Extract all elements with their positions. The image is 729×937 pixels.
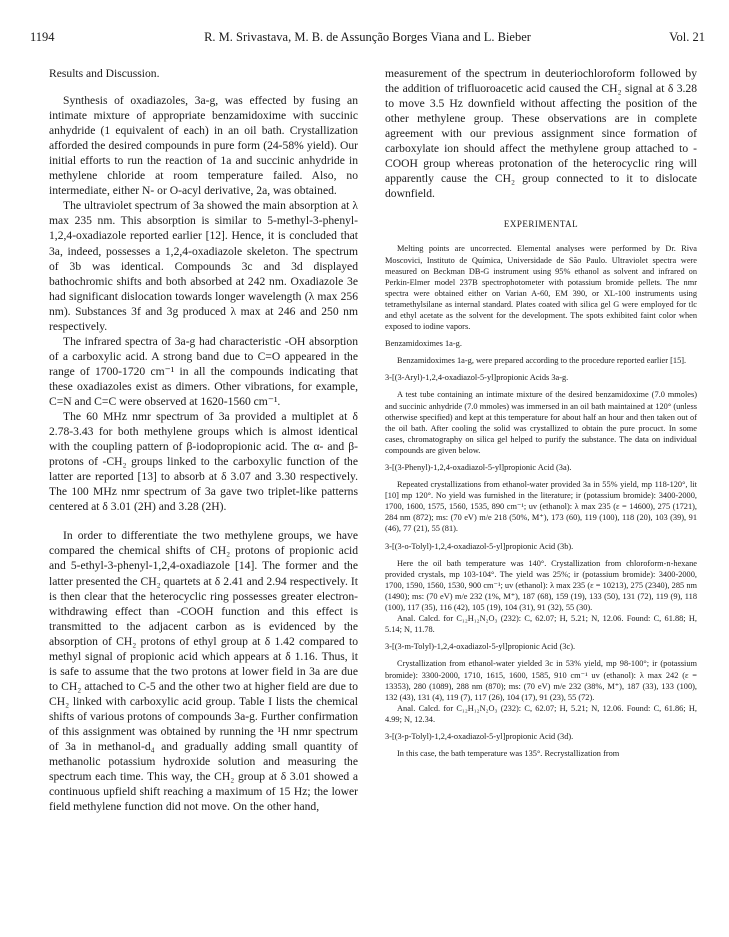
right-column <box>385 66 697 759</box>
paragraph-compound-3a: Repeated crystallizations from ethanol-water provided 3a in 55% yield, mp 118-120°, lit [10] mp 120°. No yield was furnished in the literature; ir (potassium bromide): 3400-2000, 1700, 1600, 1575, 1560, 1535, 890 cm⁻¹; uv (ethanol): λ max 235 (ε = 14600), 275 (1721), 284 nm (872); ms: (70 eV) m/e 218 (50%, M⁺), 173 (60), 119 (100), 118 (20), 103 (39), 91 (46), 77 (21), 55 (81). <box>385 480 697 534</box>
analysis-compound-3c: Anal. Calcd. for C₁₂H₁₂N₂O₃ (232): C, 62.07; H, 5.21; N, 12.06. Found: C, 61.86; H, 4.99; N, 12.34. <box>385 703 697 724</box>
running-authors: R. M. Srivastava, M. B. de Assunção Borges Viana and L. Bieber <box>204 30 531 44</box>
subheading-propionic-acids: 3-[(3-Aryl)-1,2,4-oxadiazol-5-yl]propionic Acids 3a-g. <box>385 373 569 383</box>
subheading-compound-3d: 3-[(3-p-Tolyl)-1,2,4-oxadiazol-5-yl]propionic Acid (3d). <box>385 731 574 741</box>
page-header <box>30 30 705 48</box>
paragraph-general-procedure: A test tube containing an intimate mixture of the desired benzamidoxime (7.0 mmoles) and succinic anhydride (7.0 mmoles) was immersed in an oil bath maintained at 120° (unless otherwise specified) and kept at this temperature for about half an hour and then taken out of the oil bath. After cooling the solid was crystallized to obtain the pure procuct. In some cases, chromatography on silica gel helped to purify the substance. The data on individual compounds are given below. <box>385 390 697 455</box>
paragraph-compound-3b: Here the oil bath temperature was 140°. Crystallization from chloroform-n-hexane provided crystals, mp 103-104°. The yield was 25%; ir (potassium bromide): 3400-2000, 1700, 1590, 1560, 1530, 900 cm⁻¹; uv (ethanol): λ max 235 (ε = 10213), 275 (2340), 285 nm (1490); ms: (70 eV) m/e 232 (1%, M⁺), 187 (68), 159 (19), 133 (50), 131 (72), 119 (9), 118 (100), 117 (35), 116 (42), 105 (19), 104 (31), 91 (32), 55 (30). <box>385 558 697 613</box>
page-number: 1194 <box>30 30 55 44</box>
paragraph-ultraviolet: The ultraviolet spectrum of 3a showed the main absorption at λ max 235 nm. This absorption is similar to 5-methyl-3-phenyl-1,2,4-oxadiazole reported earlier [12]. Hence, it is concluded that 3a, indeed, possesses a 1,2,4-oxadiazole skeleton. The spectrum of 3b was identical. Compounds 3c and 3d displayed bathochromic shifts and both absorbed at 242 nm. Oxadiazole 3e had significant dislocation towards longer wavelength (λ max 256 nm). Substances 3f and 3g produced λ max at 246 and 250 nm respectively. <box>49 199 358 333</box>
experimental-general: Melting points are uncorrected. Elemental analyses were performed by Dr. Riva Moscovici, Instituto de Química, Universidade de São Paulo. Ultraviolet spectra were measured on Beckman DB-G instrument using 95% ethanol as solvent and infrared on Perkin-Elmer model 237B spectrophotometer with potassium bromide pellets. The nmr spectra were obtained either on Varian A-60, EM 390, or XL-100 instruments using tetramethylsilane as internal standard. Plates coated with silica gel G were employed for tlc and ethyl acetate as the solvent for the development. The spots exhibited faint color when exposed to iodine vapors. <box>385 244 697 332</box>
section-heading-experimental: EXPERIMENTAL <box>503 219 579 230</box>
paragraph-synthesis: Synthesis of oxadiazoles, 3a-g, was effected by fusing an intimate mixture of appropriate benzamidoxime with succinic anhydride (1 equivalent of each) in an oil bath. Crystallization afforded the desired compounds in pure form (24-58% yield). Our initial efforts to run the reaction of 1a and succinic anhydride in methylene chloride at room temperature failed. Also, no intermediate, either N- or O-acyl derivative, 2a, was obtained. <box>49 94 358 198</box>
paragraph-compound-3c: Crystallization from ethanol-water yielded 3c in 53% yield, mp 98-100°; ir (potassium bromide): 3300-2000, 1710, 1615, 1600, 1585, 910 cm⁻¹ uv (ethanol): λ max 242 (ε = 13353), 280 (1089), 288 nm (870); ms: (70 eV) m/e 232 (38%, M⁺), 187 (33), 133 (100), 132 (43), 131 (4), 119 (7), 117 (26), 104 (17), 91 (23), 55 (72). <box>385 659 697 702</box>
subheading-compound-3c: 3-[(3-m-Tolyl)-1,2,4-oxadiazol-5-yl]propionic Acid (3c). <box>385 642 576 652</box>
volume-label: Vol. 21 <box>669 30 705 44</box>
paragraph-methylene: In order to differentiate the two methylene groups, we have compared the chemical shifts of CH₂ protons of propionic acid and 5-ethyl-3-phenyl-1,2,4-oxadiazole [14]. The former and the latter presented the CH₂ quartets at δ 2.41 and 2.94 respectively. It is then clear that the heterocyclic ring possesses greater electron-withdrawing effect than -COOH function and this effect is transmitted to the adjacent carbon as is evidenced by the absorption of CH₂ protons of ethyl group at δ 1.42 compared to methyl signal of propionic acid which appears at δ 1.16. Thus, it is safe to assume that the two protons at lower field in 3a are due to CH₂ attached to C-5 and the other two at higher field are due to CH₂ linked with carboxylic acid group. Table I lists the chemical shifts of various protons of compounds 3a-g. Further confirmation of this assignment was obtained by running the ¹H nmr spectrum of 3a in methanol-d₄ and gradually adding small quantity of methanolic potassium hydroxide solution and measuring the spectrum each time. This way, the CH₂ group at δ 3.01 showed a continuous upfield shift reaching a maximum of 15 Hz; the lower field methylene function did not move. On the other hand, <box>49 529 358 814</box>
paragraph-infrared: The infrared spectra of 3a-g had characteristic -OH absorption of a carboxylic acid. A strong band due to C=O appeared in the range of 1700-1720 cm⁻¹ in all the compounds indicating that these oxadiazoles exist as dimers. Other vibrations, for example, C=N and C=C were observed at 1620-1560 cm⁻¹. <box>49 334 358 408</box>
subheading-benzamidoximes: Benzamidoximes 1a-g. <box>385 339 462 349</box>
paragraph-nmr: The 60 MHz nmr spectrum of 3a provided a multiplet at δ 2.78-3.43 for both methylene groups which is almost identical with the coupling pattern of β-iodopropionic acid. The α- and β-protons of -CH₂ groups linked to the carboxylic function of the latter are reported [13] to absorb at δ 3.07 and 3.30 respectively. The 100 MHz nmr spectrum of 3a gave two triplet-like patterns centered at δ 3.01 (2H) and 3.28 (2H). <box>49 410 358 514</box>
subheading-compound-3b: 3-[(3-o-Tolyl)-1,2,4-oxadiazol-5-yl]propionic Acid (3b). <box>385 541 574 551</box>
analysis-compound-3b: Anal. Calcd. for C₁₂H₁₂N₂O₃ (232): C, 62.07; H, 5.21; N, 12.06. Found: C, 61.88; H, 5.14; N, 11.78. <box>385 614 697 635</box>
results-heading: Results and Discussion. <box>49 67 160 80</box>
paragraph-benzamidoximes: Benzamidoximes 1a-g, were prepared according to the procedure reported earlier [15]. <box>397 356 687 366</box>
subheading-compound-3a: 3-[(3-Phenyl)-1,2,4-oxadiazol-5-yl]propionic Acid (3a). <box>385 463 572 473</box>
left-column <box>49 66 358 814</box>
paragraph-continued: measurement of the spectrum in deuteriochloroform followed by the addition of trifluoroacetic acid caused the CH₂ signal at δ 3.28 to move 3.5 Hz downfield without affecting the position of the other methylene group. These observations are in complete agreement with our previous assignment since formation of carboxylate ion should affect the methylene group attached to -COOH group whereas protonation of the heterocyclic ring will apparently cause the CH₂ group connected to it to dislocate downfield. <box>385 67 697 201</box>
paragraph-compound-3d: In this case, the bath temperature was 135°. Recrystallization from <box>397 749 620 759</box>
